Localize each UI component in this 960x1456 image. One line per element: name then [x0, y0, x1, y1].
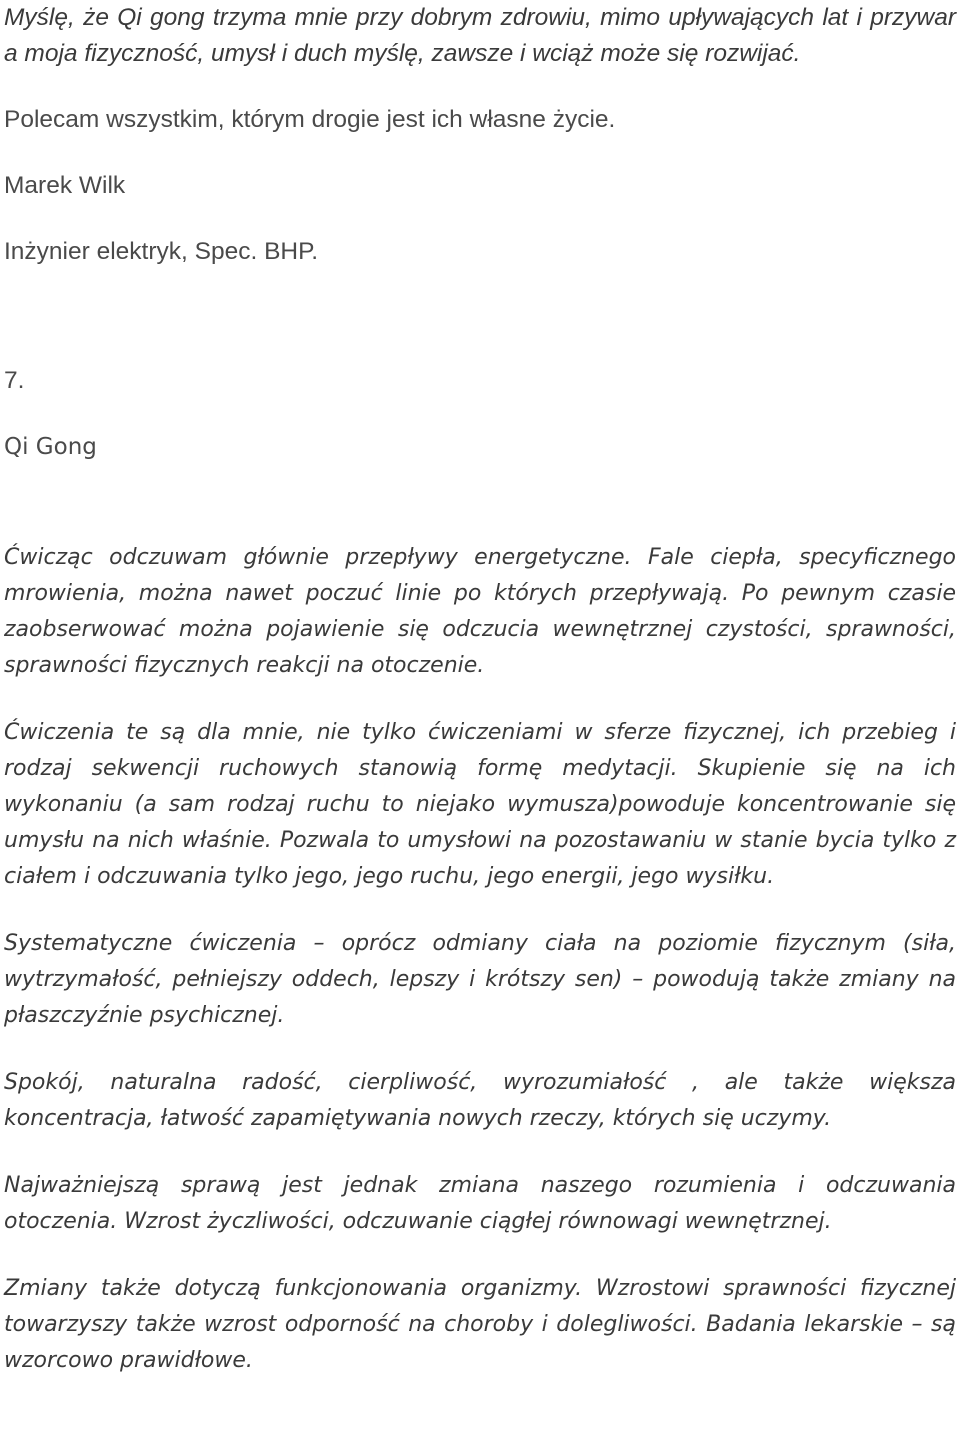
section-title: Qi Gong — [4, 434, 97, 460]
spacer — [4, 204, 956, 234]
paragraph-1: Ćwicząc odczuwam głównie przepływy energetyczne. Fale ciepła, specyficznego mrowienia, można nawet poczuć linie po których przepływają. Po pewnym czasie zaobserwować można pojawienie się odczucia wewnętrznej czystości, sprawności, sprawności fizycznych reakcji na otoczenie. — [4, 545, 956, 678]
spacer — [4, 399, 956, 429]
spacer — [4, 465, 956, 540]
section-number: 7. — [4, 367, 25, 394]
author-title: Inżynier elektryk, Spec. BHP. — [4, 238, 319, 265]
intro-paragraph: Myślę, że Qi gong trzyma mnie przy dobrym zdrowiu, mimo upływających lat i przywar a moja fizyczność, umysł i duch myślę, zawsze i wciąż może się rozwijać. — [4, 4, 956, 67]
recommendation-line: Polecam wszystkim, którym drogie jest ich własne życie. — [4, 106, 616, 133]
paragraph-4: Spokój, naturalna radość, cierpliwość, wyrozumiałość , ale także większa koncentracja, łatwość zapamiętywania nowych rzeczy, których się uczymy. — [4, 1070, 956, 1131]
document-page — [4, 0, 956, 1410]
spacer — [4, 270, 956, 363]
spacer — [4, 138, 956, 168]
paragraph-2: Ćwiczenia te są dla mnie, nie tylko ćwiczeniami w sferze fizycznej, ich przebieg i rodzaj sekwencji ruchowych stanowią formę medytacji. Skupienie się na ich wykonaniu (a sam rodzaj ruchu to niejako wymusza)powoduje koncentrowanie się umysłu na nich właśnie. Pozwala to umysłowi na pozostawaniu w stanie bycia tylko z ciałem i odczuwania tylko jego, jego ruchu, jego energii, jego wysiłku. — [4, 720, 956, 889]
author-name: Marek Wilk — [4, 172, 126, 199]
paragraph-6: Zmiany także dotyczą funkcjonowania organizmy. Wzrostowi sprawności fizycznej towarzyszy także wzrost odporność na choroby i dolegliwości. Badania lekarskie – są wzorcowo prawidłowe. — [4, 1276, 956, 1373]
spacer — [4, 72, 956, 102]
paragraph-5: Najważniejszą sprawą jest jednak zmiana naszego rozumienia i odczuwania otoczenia. Wzrost życzliwości, odczuwanie ciągłej równowagi wewnętrznej. — [4, 1173, 956, 1234]
paragraph-3: Systematyczne ćwiczenia – oprócz odmiany ciała na poziomie fizycznym (siła, wytrzymałość, pełniejszy oddech, lepszy i krótszy sen) – powodują także zmiany na płaszczyźnie psychicznej. — [4, 931, 956, 1028]
